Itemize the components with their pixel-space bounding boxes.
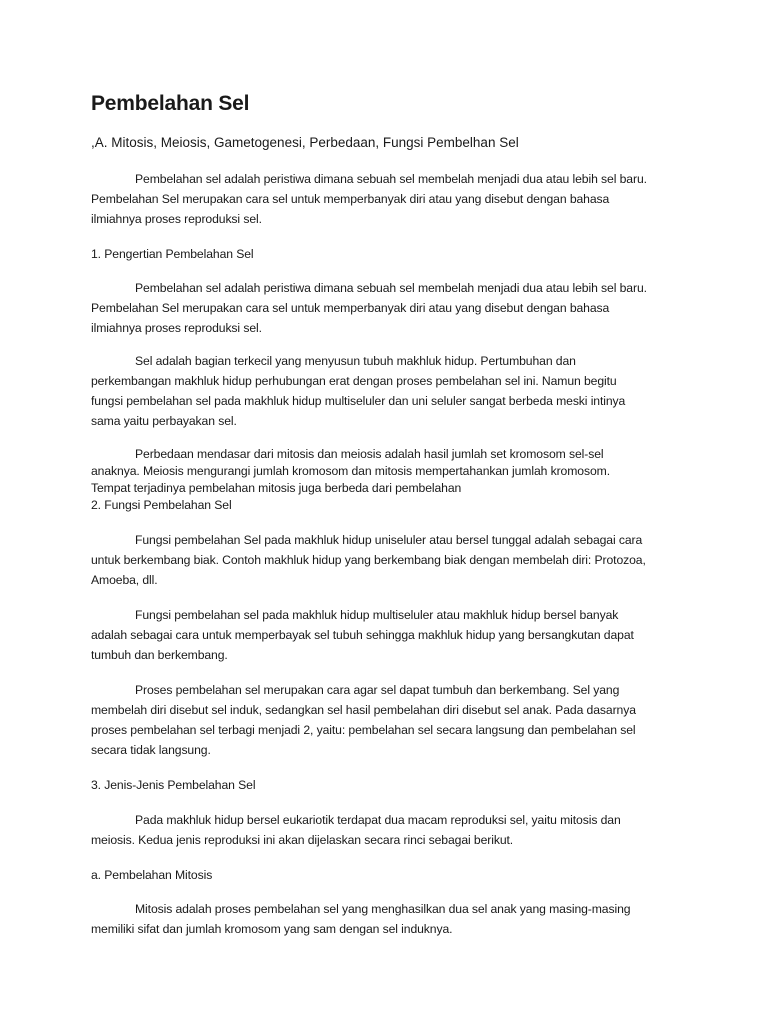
paragraph-line: Pembelahan sel adalah peristiwa dimana sebuah sel membelah menjadi dua atau lebih sel baru. — [135, 281, 647, 295]
paragraph-line: membelah diri disebut sel induk, sedangkan sel hasil pembelahan diri disebut sel anak. Pada dasarnya — [91, 703, 636, 717]
section-heading-fungsi: 2. Fungsi Pembelahan Sel — [91, 498, 232, 512]
document-title: Pembelahan Sel — [91, 92, 250, 115]
paragraph-line: Pada makhluk hidup bersel eukariotik terdapat dua macam reproduksi sel, yaitu mitosis dan — [135, 813, 621, 827]
paragraph-line: Mitosis adalah proses pembelahan sel yang menghasilkan dua sel anak yang masing-masing — [135, 902, 631, 916]
paragraph-mitosis — [91, 899, 691, 939]
paragraph-line: Perbedaan mendasar dari mitosis dan meiosis adalah hasil jumlah set kromosom sel-sel — [135, 447, 604, 461]
paragraph-line: Sel adalah bagian terkecil yang menyusun tubuh makhluk hidup. Pertumbuhan dan — [135, 354, 576, 368]
paragraph-pengertian — [91, 278, 691, 338]
paragraph-line: adalah sebagai cara untuk memperbayak sel tubuh sehingga makhluk hidup yang bersangkutan dapat — [91, 628, 634, 642]
document-content — [91, 92, 691, 952]
paragraph-line: sama yaitu perbayakan sel. — [91, 414, 237, 428]
paragraph-line: meiosis. Kedua jenis reproduksi ini akan dijelaskan secara rinci sebagai berikut. — [91, 833, 514, 847]
paragraph-line: perkembangan makhluk hidup perhubungan erat dengan proses pembelahan sel ini. Namun begitu — [91, 374, 617, 388]
paragraph-line: Tempat terjadinya pembelahan mitosis juga berbeda dari pembelahan — [91, 481, 462, 495]
paragraph-proses — [91, 680, 691, 760]
paragraph-line: secara tidak langsung. — [91, 743, 211, 757]
paragraph-line: Pembelahan sel adalah peristiwa dimana sebuah sel membelah menjadi dua atau lebih sel baru. — [135, 172, 647, 186]
paragraph-perbedaan — [91, 446, 691, 497]
paragraph-eukariotik — [91, 810, 691, 850]
paragraph-line: anaknya. Meiosis mengurangi jumlah kromosom dan mitosis mempertahankan jumlah kromosom. — [91, 464, 610, 478]
paragraph-line: Fungsi pembelahan Sel pada makhluk hidup uniseluler atau bersel tunggal adalah sebagai cara — [135, 533, 643, 547]
paragraph-line: fungsi pembelahan sel pada makhluk hidup multiseluler dan uni seluler sangat berbeda meski intinya — [91, 394, 626, 408]
paragraph-line: Fungsi pembelahan sel pada makhluk hidup multiseluler atau makhluk hidup bersel banyak — [135, 608, 619, 622]
paragraph-line: tumbuh dan berkembang. — [91, 648, 228, 662]
section-heading-mitosis: a. Pembelahan Mitosis — [91, 868, 213, 882]
paragraph-intro — [91, 169, 691, 229]
paragraph-line: Amoeba, dll. — [91, 573, 158, 587]
section-heading-jenis: 3. Jenis-Jenis Pembelahan Sel — [91, 778, 256, 792]
paragraph-sel-adalah — [91, 351, 691, 431]
paragraph-line: ilmiahnya proses reproduksi sel. — [91, 212, 262, 226]
paragraph-fungsi-multiseluler — [91, 605, 691, 665]
paragraph-line: Pembelahan Sel merupakan cara sel untuk memperbanyak diri atau yang disebut dengan bahasa — [91, 192, 610, 206]
section-heading-pengertian: 1. Pengertian Pembelahan Sel — [91, 247, 254, 261]
paragraph-line: memiliki sifat dan jumlah kromosom yang sam dengan sel induknya. — [91, 922, 453, 936]
paragraph-line: Pembelahan Sel merupakan cara sel untuk memperbanyak diri atau yang disebut dengan bahasa — [91, 301, 610, 315]
paragraph-fungsi-uniseluler — [91, 530, 691, 590]
paragraph-line: Proses pembelahan sel merupakan cara agar sel dapat tumbuh dan berkembang. Sel yang — [135, 683, 620, 697]
document-subtitle: ,A. Mitosis, Meiosis, Gametogenesi, Perbedaan, Fungsi Pembelhan Sel — [91, 135, 519, 150]
paragraph-line: ilmiahnya proses reproduksi sel. — [91, 321, 262, 335]
paragraph-line: untuk berkembang biak. Contoh makhluk hidup yang berkembang biak dengan membelah diri: Protozoa, — [91, 553, 646, 567]
paragraph-line: proses pembelahan sel terbagi menjadi 2, yaitu: pembelahan sel secara langsung dan pembelahan sel — [91, 723, 636, 737]
